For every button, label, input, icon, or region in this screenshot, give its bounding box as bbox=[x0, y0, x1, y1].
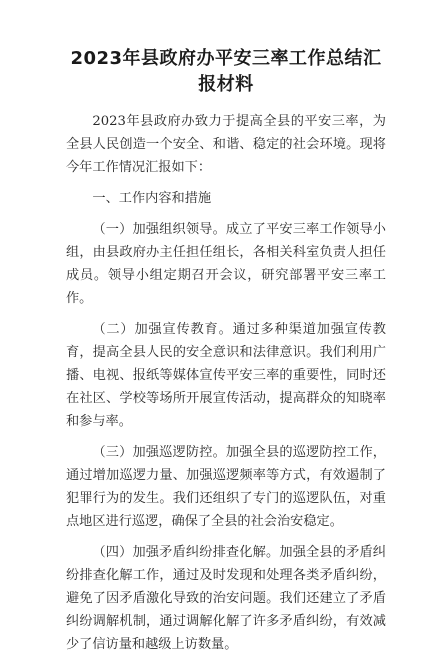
section-heading-work-content: 一、工作内容和措施 bbox=[92, 191, 212, 206]
intro-paragraph: 2023年县政府办致力于提高全县的平安三率，为全县人民创造一个安全、和谐、稳定的社会环境。现将今年工作情况汇报如下： bbox=[66, 114, 386, 175]
paragraph-patrol-prevention: （三）加强巡逻防控。加强全县的巡逻防控工作，通过增加巡逻力量、加强巡逻频率等方式，有效遏制了犯罪行为的发生。我们还组织了专门的巡逻队伍，对重点地区进行巡逻，确保了全县的社会治安稳定。 bbox=[66, 445, 386, 529]
paragraph-publicity-education: （二）加强宣传教育。通过多种渠道加强宣传教育，提高全县人民的安全意识和法律意识。我们利用广播、电视、报纸等媒体宣传平安三率的重要性，同时还在社区、学校等场所开展宣传活动，提高群众的知晓率和参与率。 bbox=[66, 322, 386, 429]
paragraph-dispute-resolution: （四）加强矛盾纠纷排查化解。加强全县的矛盾纠纷排查化解工作，通过及时发现和处理各类矛盾纠纷，避免了因矛盾激化导致的治安问题。我们还建立了矛盾纠纷调解机制，通过调解化解了许多矛盾纠纷，有效减少了信访量和越级上访数量。 bbox=[66, 545, 386, 652]
paragraph-organization-leadership: （一）加强组织领导。成立了平安三率工作领导小组，由县政府办主任担任组长，各相关科室负责人担任成员。领导小组定期召开会议，研究部署平安三率工作。 bbox=[66, 222, 386, 306]
document-title: 2023年县政府办平安三率工作总结汇报材料 bbox=[70, 48, 382, 95]
